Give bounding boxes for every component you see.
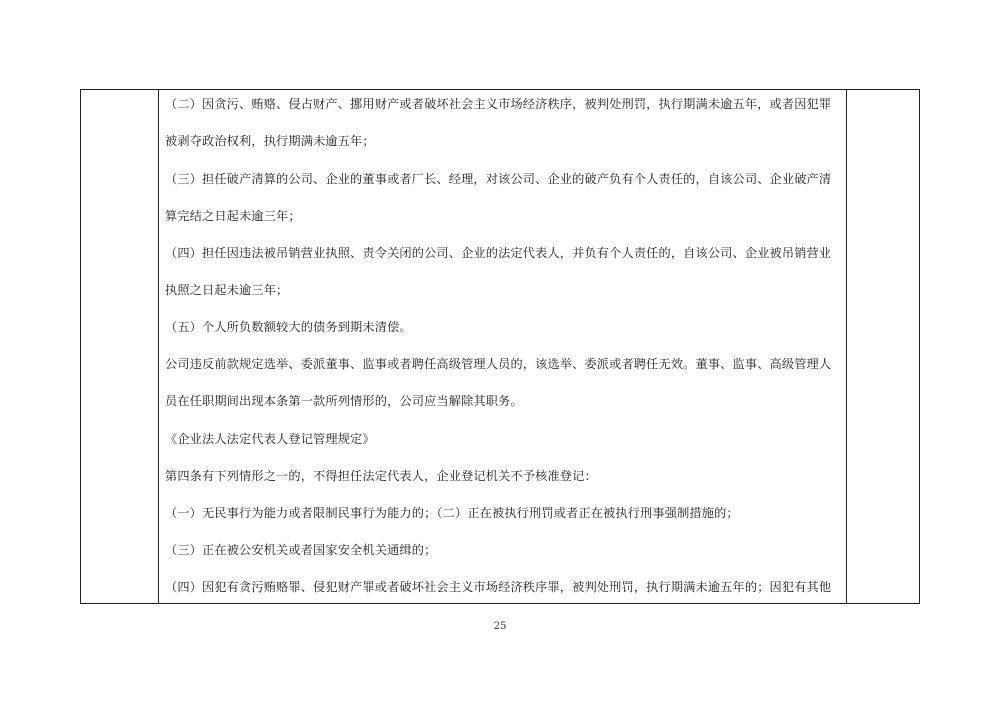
page-number: 25 xyxy=(493,621,507,632)
text-line: 《企业法人法定代表人登记管理规定》 xyxy=(165,432,375,446)
text-line: 员在任职期间出现本条第一款所列情形的，公司应当解除其职务。 xyxy=(165,394,523,408)
text-line: （五）个人所负数额较大的债务到期未清偿。 xyxy=(165,320,412,334)
text-line: （三）正在被公安机关或者国家安全机关通缉的； xyxy=(165,543,437,557)
table-left-column xyxy=(81,90,159,603)
text-line: 执照之日起未逾三年； xyxy=(165,283,289,297)
text-line: （二）因贪污、贿赂、侵占财产、挪用财产或者破坏社会主义市场经济秩序，被判处刑罚，执行期满未逾五年，或者因犯罪 xyxy=(165,97,832,111)
text-line: 算完结之日起未逾三年； xyxy=(165,209,301,223)
text-line: （四）因犯有贪污贿赂罪、侵犯财产罪或者破坏社会主义市场经济秩序罪，被判处刑罚，执行期满未逾五年的；因犯有其他 xyxy=(165,580,832,594)
content-table xyxy=(80,89,920,604)
table-main-column xyxy=(165,90,849,603)
text-line: （四）担任因违法被吊销营业执照、责令关闭的公司、企业的法定代表人，并负有个人责任的，自该公司、企业被吊销营业 xyxy=(165,246,832,260)
text-line: 公司违反前款规定选举、委派董事、监事或者聘任高级管理人员的，该选举、委派或者聘任无效。董事、监事、高级管理人 xyxy=(165,357,832,371)
text-line: 第四条有下列情形之一的，不得担任法定代表人，企业登记机关不予核准登记： xyxy=(165,469,597,483)
table-right-column xyxy=(846,90,919,603)
text-line: 被剥夺政治权利，执行期满未逾五年； xyxy=(165,134,375,148)
text-line: （三）担任破产清算的公司、企业的董事或者厂长、经理，对该公司、企业的破产负有个人责任的，自该公司、企业破产清 xyxy=(165,172,832,186)
text-line: （一）无民事行为能力或者限制民事行为能力的；（二）正在被执行刑罚或者正在被执行刑事强制措施的； xyxy=(165,506,739,520)
